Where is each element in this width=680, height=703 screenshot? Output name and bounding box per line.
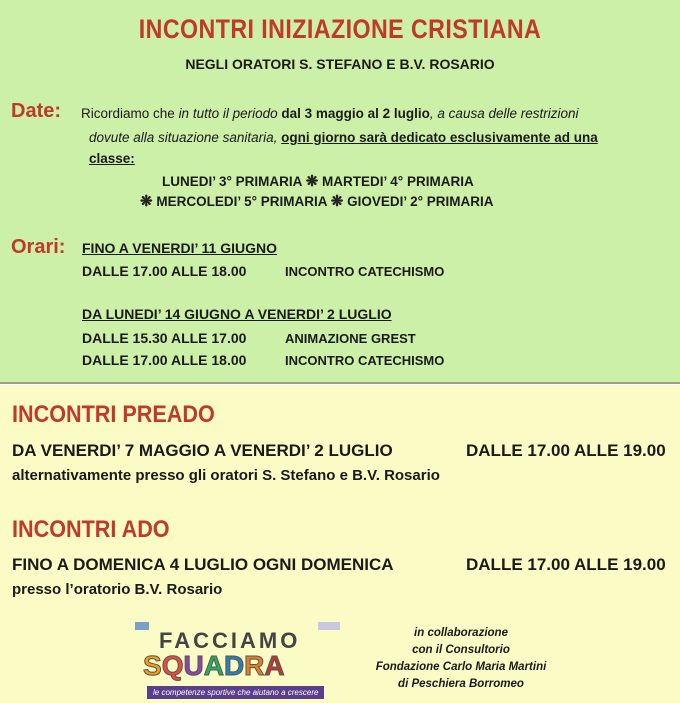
sponsor-mark-icon: [318, 622, 340, 630]
logo-letter: A: [203, 650, 224, 681]
date-line-2-bold: ogni giorno sarà dedicato esclusivamente ad una: [281, 130, 598, 145]
preado-title: INCONTRI PREADO: [12, 401, 215, 428]
orari-p1-time: DALLE 17.00 ALLE 18.00: [82, 263, 247, 279]
date-line-2-pre: dovute alla situazione sanitaria,: [89, 130, 278, 145]
asterisk-icon: ❋: [140, 193, 153, 210]
logo-letter: Q: [161, 650, 184, 681]
orari-p1-activity: INCONTRO CATECHISMO: [285, 264, 445, 279]
sponsor-mark-icon: [135, 622, 149, 630]
date-line-1: [81, 106, 579, 121]
schedule-giovedi: GIOVEDI’ 2° PRIMARIA: [347, 194, 494, 209]
collab-line: con il Consultorio: [412, 644, 510, 656]
orari-period-2: DA LUNEDI’ 14 GIUGNO A VENERDI’ 2 LUGLIO: [82, 306, 392, 322]
page-title: INCONTRI INIZIAZIONE CRISTIANA: [138, 14, 542, 44]
preado-time: DALLE 17.00 ALLE 19.00: [466, 441, 666, 460]
facciamo-squadra-logo: [133, 620, 347, 700]
orari-p2-time-2: DALLE 17.00 ALLE 18.00: [82, 352, 247, 368]
schedule-martedi: MARTEDI’ 4° PRIMARIA: [322, 174, 474, 189]
preado-period: DA VENERDI’ 7 MAGGIO A VENERDI’ 2 LUGLIO: [12, 441, 393, 460]
date-line-1-bold: dal 3 maggio al 2 luglio: [281, 106, 430, 121]
date-line-3: [89, 151, 135, 166]
orari-p2-activity-1: ANIMAZIONE GREST: [285, 331, 416, 346]
schedule-row-2: [140, 192, 494, 210]
page-subtitle: NEGLI ORATORI S. STEFANO E B.V. ROSARIO: [185, 56, 495, 72]
schedule-lunedi: LUNEDI’ 3° PRIMARIA: [162, 174, 302, 189]
ado-period: FINO A DOMENICA 4 LUGLIO OGNI DOMENICA: [12, 555, 394, 574]
logo-letter: A: [264, 650, 285, 681]
schedule-row-1: [162, 172, 474, 190]
collab-line: di Peschiera Borromeo: [398, 678, 524, 690]
logo-tagline: le competenze sportive che aiutano a crescere: [147, 686, 324, 699]
logo-word-squadra: [143, 650, 285, 682]
date-line-1-italic: in tutto il periodo: [178, 106, 278, 121]
date-line-1-pre: Ricordiamo che: [81, 106, 175, 121]
asterisk-icon: ❋: [305, 173, 319, 190]
logo-letter: U: [183, 650, 204, 681]
orari-p2-activity-2: INCONTRO CATECHISMO: [285, 353, 445, 368]
ado-note: presso l’oratorio B.V. Rosario: [12, 581, 223, 598]
orari-p2-time-1: DALLE 15.30 ALLE 17.00: [82, 330, 247, 346]
date-line-3-bold: classe:: [89, 151, 135, 166]
schedule-mercoledi: MERCOLEDI’ 5° PRIMARIA: [156, 194, 328, 209]
collab-line: in collaborazione: [414, 627, 508, 639]
asterisk-icon: ❋: [330, 193, 344, 210]
logo-word-facciamo: FACCIAMO: [159, 628, 301, 653]
logo-letter: S: [143, 650, 162, 681]
date-line-2: [89, 130, 598, 145]
ado-time: DALLE 17.00 ALLE 19.00: [466, 555, 666, 574]
orari-period-1: FINO A VENERDI’ 11 GIUGNO: [82, 240, 278, 256]
ado-title: INCONTRI ADO: [12, 516, 170, 543]
logo-letter: D: [223, 650, 245, 681]
collab-line: Fondazione Carlo Maria Martini: [375, 661, 547, 673]
orari-label: Orari:: [11, 236, 66, 258]
date-line-1-post: , a causa delle restrizioni: [429, 106, 579, 121]
date-label: Date:: [11, 100, 62, 122]
preado-note: alternativamente presso gli oratori S. Stefano e B.V. Rosario: [12, 467, 440, 484]
logo-letter: R: [244, 650, 265, 681]
collaboration-note: [341, 625, 581, 693]
